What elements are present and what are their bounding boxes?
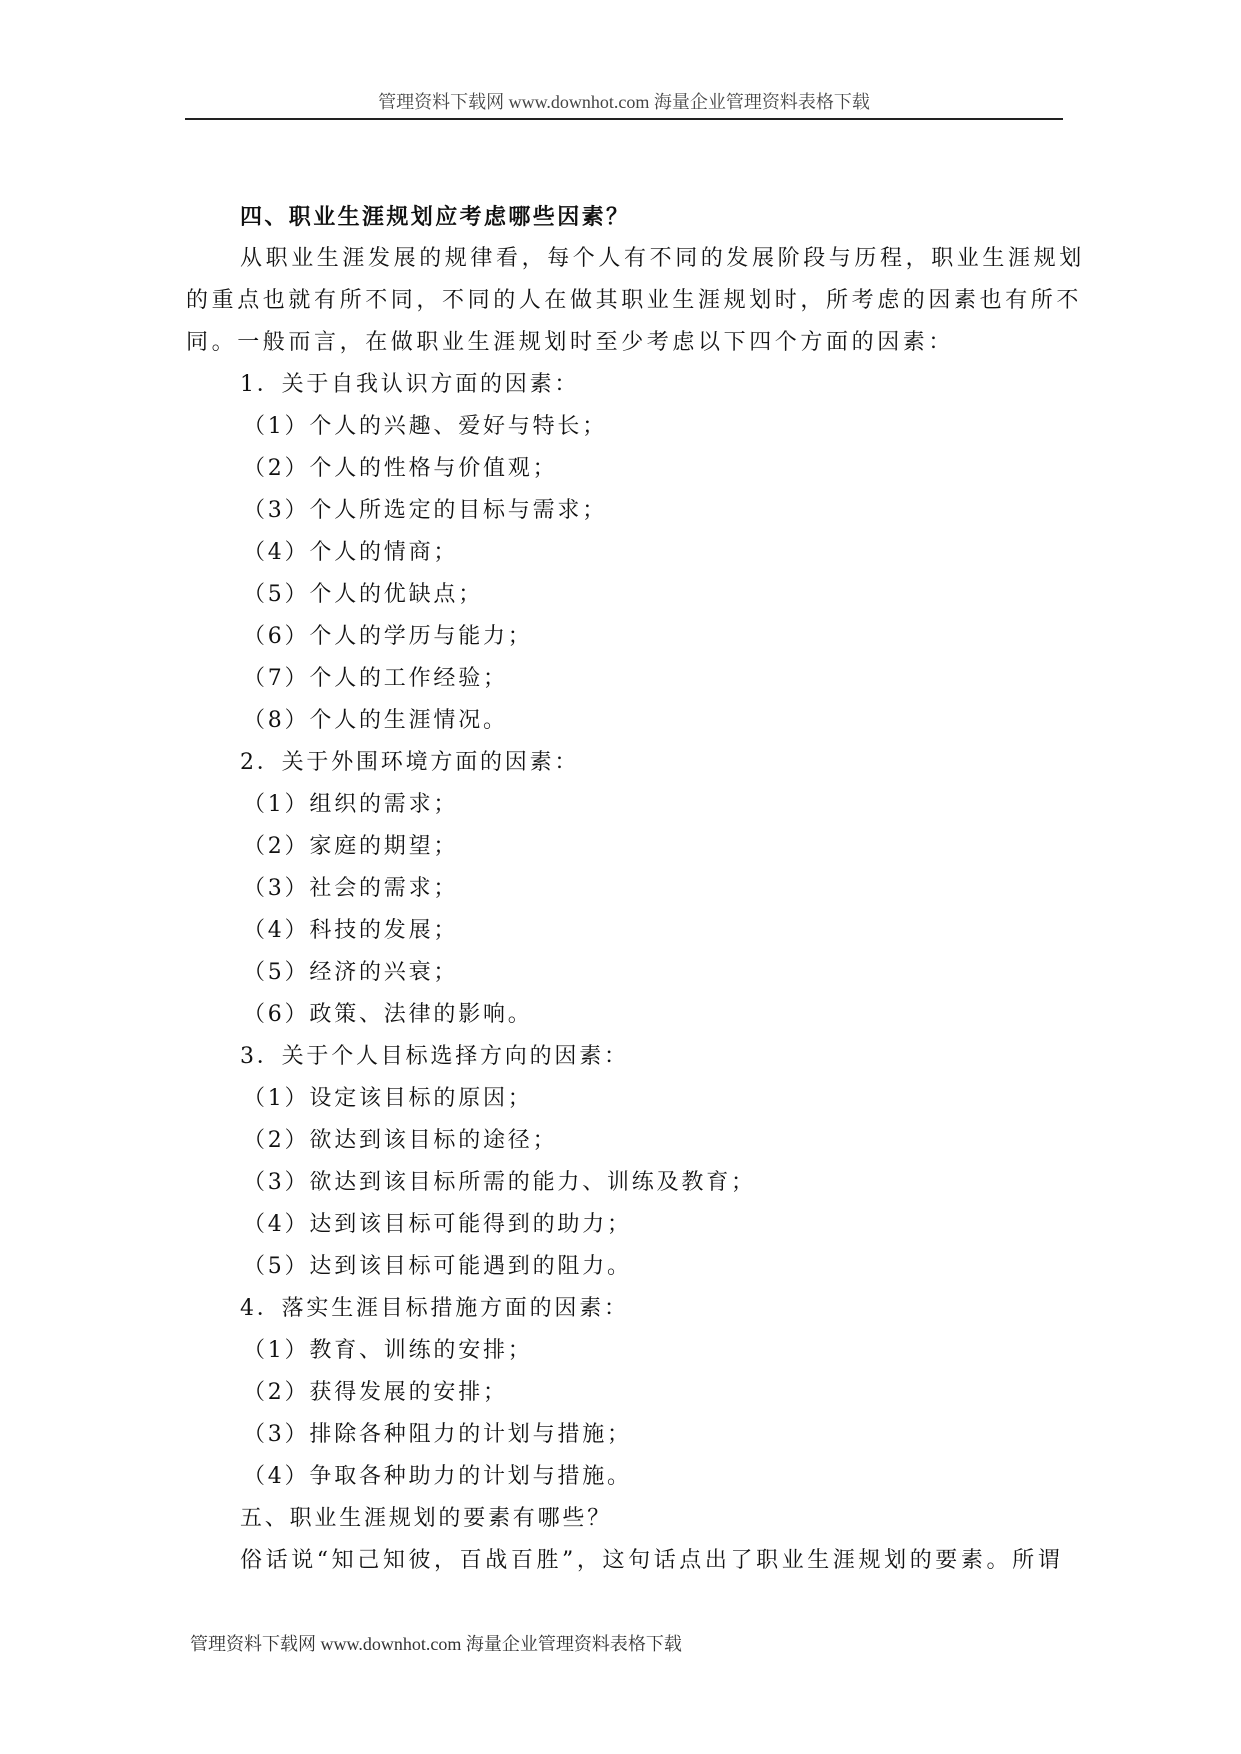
group-2-item: （1）组织的需求； [243,792,459,817]
group-3-item: （1）设定该目标的原因； [243,1086,533,1111]
group-4-heading: 4．落实生涯目标措施方面的因素： [240,1296,629,1321]
group-1-item: （8）个人的生涯情况。 [243,708,508,733]
group-3-heading: 3．关于个人目标选择方向的因素： [240,1044,629,1069]
document-body [186,196,1085,1582]
group-1-item: （7）个人的工作经验； [243,666,508,691]
page-header: 管理资料下载网 www.downhot.com 海量企业管理资料表格下载 [185,86,1063,120]
section-4-title: 四、职业生涯规划应考虑哪些因素？ [240,204,631,230]
section-4-intro-line-3: 同。一般而言，在做职业生涯规划时至少考虑以下四个方面的因素： [186,330,955,355]
group-3-item: （5）达到该目标可能遇到的阻力。 [243,1254,632,1279]
group-1-item: （5）个人的优缺点； [243,582,483,607]
group-1-item: （2）个人的性格与价值观； [243,456,558,481]
section-5-title: 五、职业生涯规划的要素有哪些？ [240,1506,613,1531]
group-2-item: （6）政策、法律的影响。 [243,1002,533,1027]
group-1-item: （4）个人的情商； [243,540,459,565]
group-1-item: （3）个人所选定的目标与需求； [243,498,607,523]
section-5-intro: 俗话说“知己知彼，百战百胜”，这句话点出了职业生涯规划的要素。所谓 [240,1548,1064,1573]
group-3-item: （3）欲达到该目标所需的能力、训练及教育； [243,1170,756,1195]
section-4-intro-line-2: 的重点也就有所不同，不同的人在做其职业生涯规划时，所考虑的因素也有所不 [186,288,1083,313]
group-4-item: （2）获得发展的安排； [243,1380,508,1405]
group-2-item: （2）家庭的期望； [243,834,459,859]
group-4-item: （3）排除各种阻力的计划与措施； [243,1422,632,1447]
group-2-heading: 2．关于外围环境方面的因素： [240,750,580,775]
group-4-item: （4）争取各种助力的计划与措施。 [243,1464,632,1489]
section-4-intro-line-1: 从职业生涯发展的规律看，每个人有不同的发展阶段与历程，职业生涯规划 [240,246,1085,271]
page-footer: 管理资料下载网 www.downhot.com 海量企业管理资料表格下载 [190,1634,682,1654]
group-3-item: （2）欲达到该目标的途径； [243,1128,558,1153]
group-1-heading: 1．关于自我认识方面的因素： [240,372,580,397]
group-2-item: （4）科技的发展； [243,918,459,943]
group-1-item: （1）个人的兴趣、爱好与特长； [243,414,607,439]
group-4-item: （1）教育、训练的安排； [243,1338,533,1363]
group-1-item: （6）个人的学历与能力； [243,624,533,649]
group-2-item: （5）经济的兴衰； [243,960,459,985]
group-3-item: （4）达到该目标可能得到的助力； [243,1212,632,1237]
group-2-item: （3）社会的需求； [243,876,459,901]
